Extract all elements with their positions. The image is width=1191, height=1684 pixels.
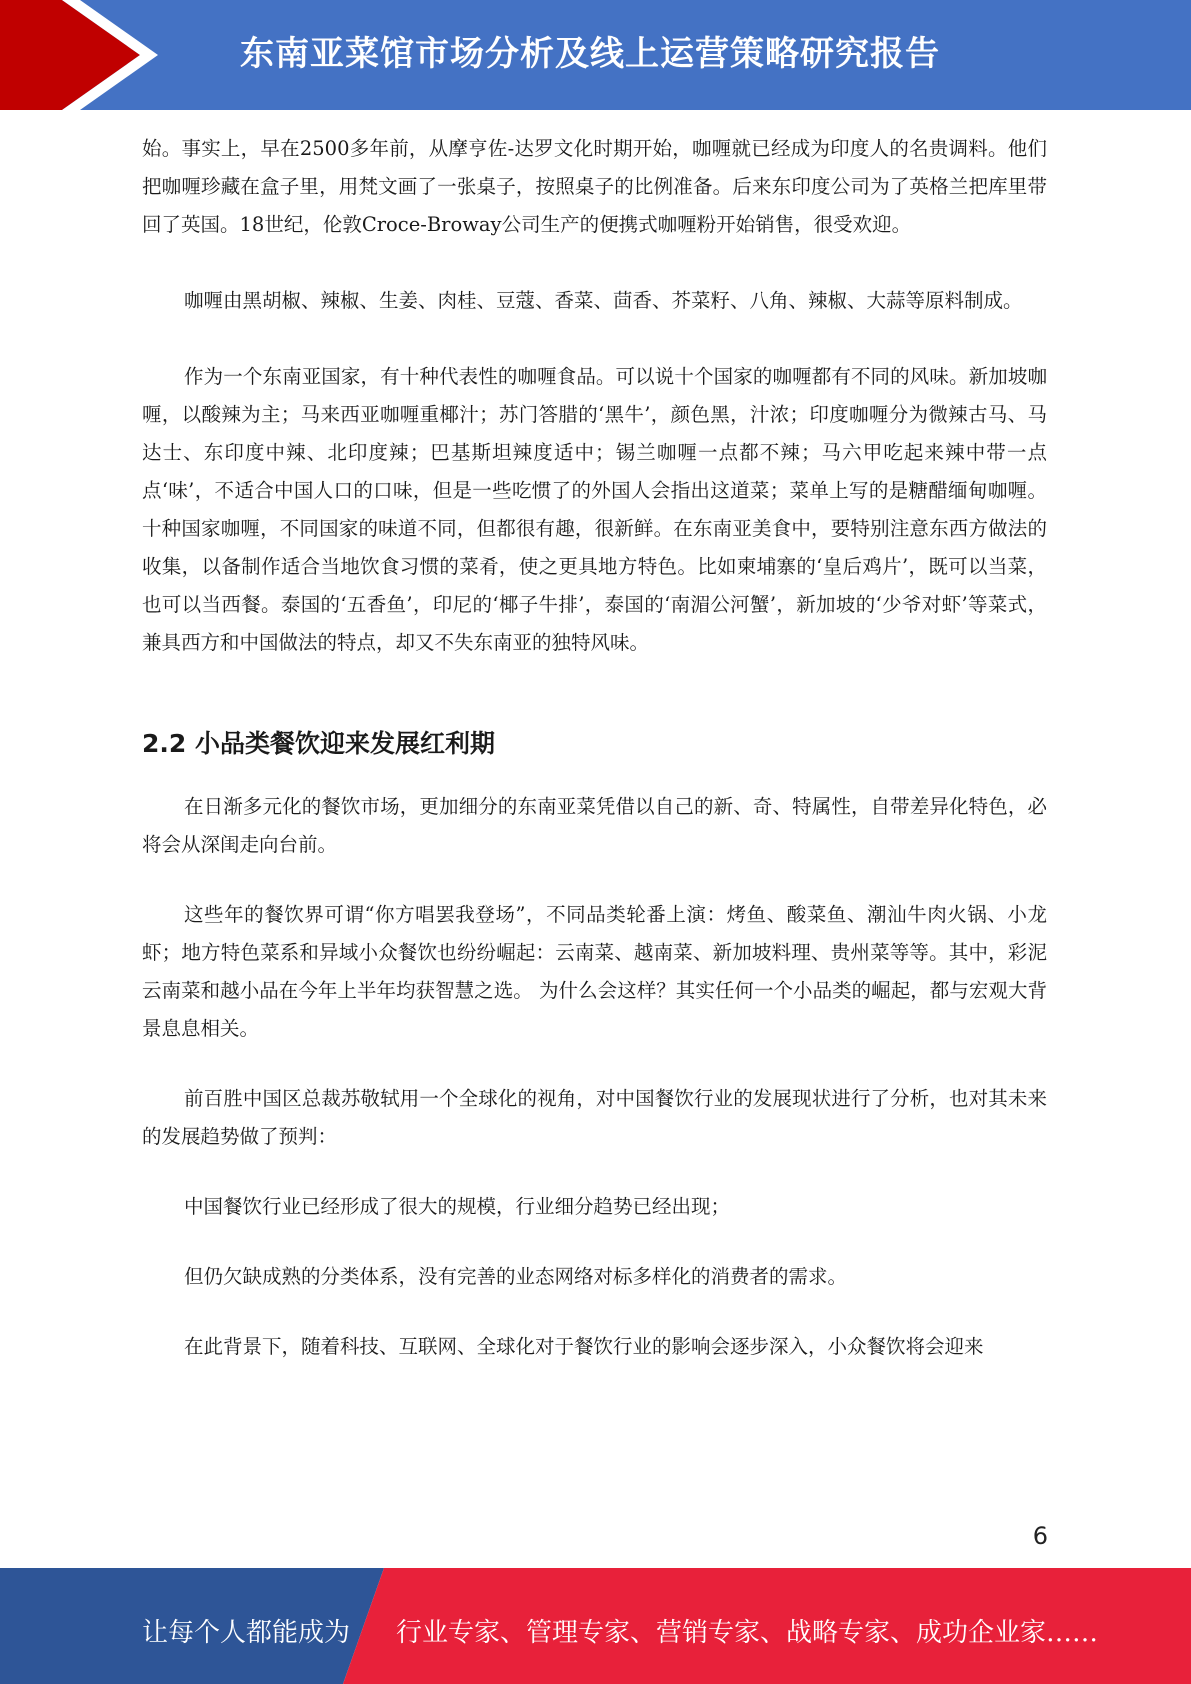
paragraph-system: 但仍欠缺成熟的分类体系，没有完善的业态网络对标多样化的消费者的需求。 [184,1265,848,1288]
paragraph-background: 在此背景下，随着科技、互联网、全球化对于餐饮行业的影响会逐步深入，小众餐饮将会迎来 [184,1335,984,1358]
report-title: 东南亚菜馆市场分析及线上运营策略研究报告 [240,34,940,74]
paragraph-curry-history: 始。事实上，早在2500多年前，从摩亨佐-达罗文化时期开始，咖喱就已经成为印度人的名贵调料。他们把咖喱珍藏在盒子里，用梵文画了一张桌子，按照桌子的比例准备。后来东印度公司为了英格兰把库里带回了英国。18世纪，伦敦Croce-Broway公司生产的便携式咖喱粉开始销售，很受欢迎。 [142,137,1047,236]
paragraph-curry-ingredients: 咖喱由黑胡椒、辣椒、生姜、肉桂、豆蔻、香菜、茴香、芥菜籽、八角、辣椒、大蒜等原料制成。 [184,289,1023,312]
paragraph-curry-varieties: 作为一个东南亚国家，有十种代表性的咖喱食品。可以说十个国家的咖喱都有不同的风味。新加坡咖喱，以酸辣为主；马来西亚咖喱重椰汁；苏门答腊的‘黑牛’，颜色黑，汁浓；印度咖喱分为微辣古马、马达士、东印度中辣、北印度辣；巴基斯坦辣度适中；锡兰咖喱一点都不辣；马六甲吃起来辣中带一点点‘味’，不适合中国人口的口味，但是一些吃惯了的外国人会指出这道菜；菜单上写的是糖醋缅甸咖喱。十种国家咖喱，不同国家的味道不同，但都很有趣，很新鲜。在东南亚美食中，要特别注意东西方做法的收集，以备制作适合当地饮食习惯的菜肴，使之更具地方特色。比如柬埔寨的‘皇后鸡片’，既可以当菜，也可以当西餐。泰国的‘五香鱼’，印尼的‘椰子牛排’，泰国的‘南湄公河蟹’，新加坡的‘少爷对虾’等菜式，兼具西方和中国做法的特点，却又不失东南亚的独特风味。 [142,365,1047,654]
paragraph-market: 在日渐多元化的餐饮市场，更加细分的东南亚菜凭借以自己的新、奇、特属性，自带差异化特色，必将会从深闺走向台前。 [142,795,1047,856]
page-number: 6 [1032,1522,1048,1550]
footer-slogan-right: 行业专家、管理专家、营销专家、战略专家、成功企业家…… [396,1618,1099,1648]
page-header [0,0,1191,110]
footer-slogan-left: 让每个人都能成为 [142,1618,351,1648]
page-footer [0,1568,1191,1684]
paragraph-analysis: 前百胜中国区总裁苏敬轼用一个全球化的视角，对中国餐饮行业的发展现状进行了分析，也对其未来的发展趋势做了预判： [142,1087,1047,1148]
page-body [142,130,1047,1366]
paragraph-categories: 这些年的餐饮界可谓“你方唱罢我登场”，不同品类轮番上演：烤鱼、酸菜鱼、潮汕牛肉火锅、小龙虾；地方特色菜系和异域小众餐饮也纷纷崛起：云南菜、越南菜、新加坡料理、贵州菜等等。其中，彩泥云南菜和越小品在今年上半年均获智慧之选。 为什么会这样？其实任何一个小品类的崛起，都与宏观大背景息息相关。 [142,903,1047,1040]
section-title: 2.2 小品类餐饮迎来发展红利期 [142,729,495,758]
paragraph-scale: 中国餐饮行业已经形成了很大的规模，行业细分趋势已经出现； [184,1195,731,1218]
